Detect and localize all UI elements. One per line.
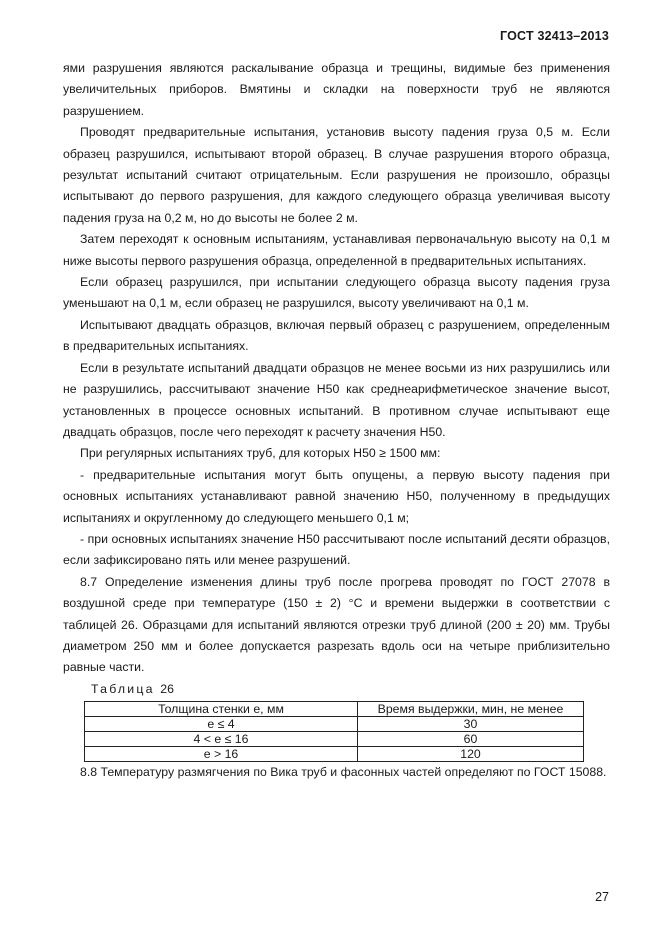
list-item: - предварительные испытания могут быть опущены, а первую высоту падения при основных испытаниях устанавливают равной значению H50, полученному в предыдущих испытаниях и округленному до следующего меньшего 0,1 м; [63, 467, 610, 525]
table-row [85, 746, 584, 761]
column-header-holding-time: Время выдержки, мин, не менее [358, 701, 584, 716]
paragraph: Проводят предварительные испытания, установив высоту падения груза 0,5 м. Если образец разрушился, испытывают второй образец. В случае разрушения второго образца, результат испытаний считают отрицательным. Если разрушения не произошло, образцы испытывают до первого разрушения, для каждого следующего образца увеличивая высоту падения груза на 0,2 м, но до высоты не более 2 м. [63, 125, 610, 225]
cell-time: 30 [358, 716, 584, 731]
paragraph: Если в результате испытаний двадцати образцов не менее восьми из них разрушились или не разрушились, рассчитывают значение H50 как среднеарифметическое значение высот, установленных в процессе основных испытаний. В противном случае испытывают еще двадцать образцов, после чего переходят к расчету значения H50. [63, 360, 610, 439]
paragraph: При регулярных испытаниях труб, для которых H50 ≥ 1500 мм: [80, 446, 441, 461]
cell-thickness: e ≤ 4 [85, 716, 358, 731]
table-26 [84, 701, 584, 762]
section-8-8-paragraph: 8.8 Температуру размягчения по Вика труб и фасонных частей определяют по ГОСТ 15088. [80, 764, 607, 779]
table-header-row [85, 701, 584, 716]
document-body [63, 58, 610, 783]
table-row [85, 716, 584, 731]
section-8-7-paragraph: 8.7 Определение изменения длины труб после прогрева проводят по ГОСТ 27078 в воздушной среде при температуре (150 ± 2) °С и времени выдержки в соответствии с таблицей 26. Образцами для испытаний являются отрезки труб длиной (200 ± 20) мм. Трубы диаметром 250 мм и более допускается разрезать вдоль оси на четыре приблизительно равные части. [63, 574, 610, 675]
table-caption-word: Таблица [91, 681, 155, 696]
paragraph: Испытывают двадцать образцов, включая первый образец с разрушением, определенным в предварительных испытаниях. [63, 317, 610, 354]
paragraph: ями разрушения являются раскалывание образца и трещины, видимые без применения увеличительных приборов. Вмятины и складки на поверхности труб не являются разрушением. [63, 61, 610, 118]
list-item: - при основных испытаниях значение H50 рассчитывают после испытаний десяти образцов, если зафиксировано пять или менее разрушений. [63, 531, 610, 568]
cell-time: 60 [358, 731, 584, 746]
cell-thickness: e > 16 [85, 746, 358, 761]
paragraph: Затем переходят к основным испытаниям, устанавливая первоначальную высоту на 0,1 м ниже высоты первого разрушения образца, определенной в предварительных испытаниях. [63, 232, 610, 268]
cell-time: 120 [358, 746, 584, 761]
document-code-header: ГОСТ 32413–2013 [500, 29, 609, 43]
column-header-thickness: Толщина стенки e, мм [85, 701, 358, 716]
paragraph: Если образец разрушился, при испытании следующего образца высоту падения груза уменьшают на 0,1 м, если образец не разрушился, высоту увеличивают на 0,1 м. [63, 275, 610, 311]
table-row [85, 731, 584, 746]
page-number: 27 [595, 890, 609, 904]
table-caption-number: 26 [160, 681, 174, 696]
table-caption [63, 680, 610, 699]
cell-thickness: 4 < e ≤ 16 [85, 731, 358, 746]
